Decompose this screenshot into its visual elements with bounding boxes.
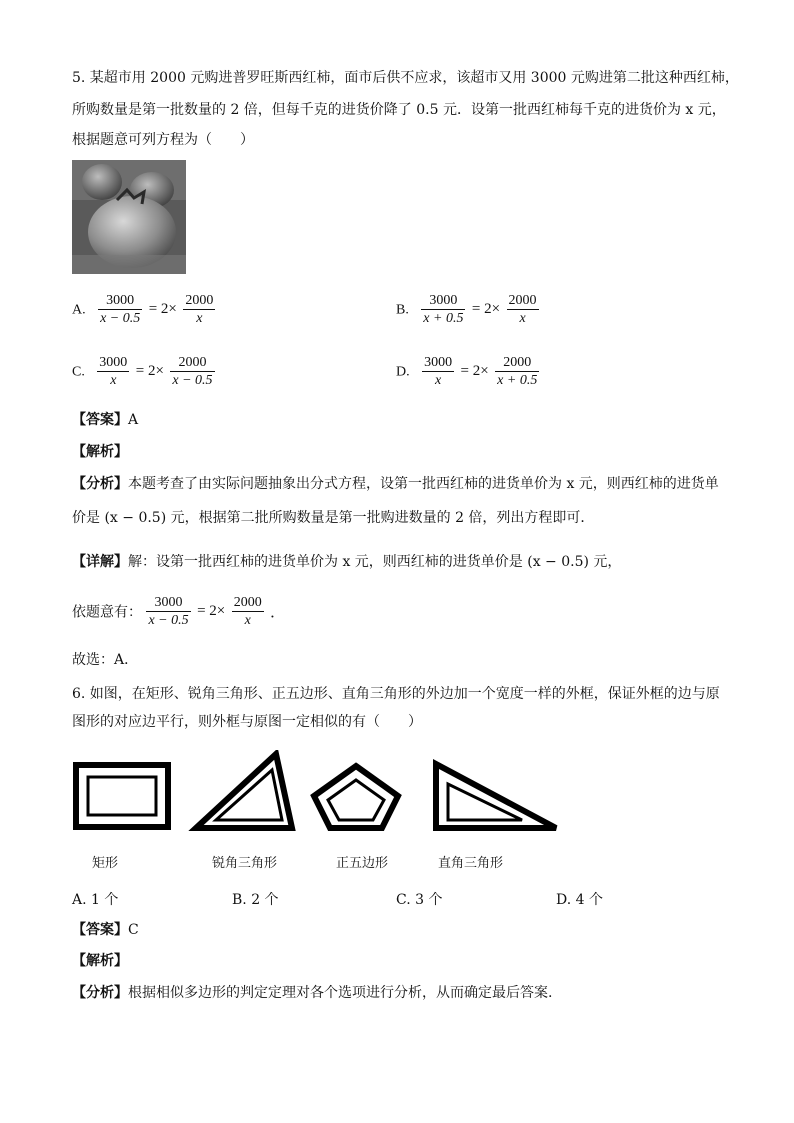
label-pentagon: 正五边形	[336, 856, 389, 871]
q5-xiangjie-line1: 【详解】解：设第一批西红柿的进货单价为 x 元，则西红柿的进货单价是 (x − 0.5) 元，	[72, 554, 622, 570]
q6-analysis-tag: 【解析】	[72, 953, 128, 969]
q6-fenxi-line1: 【分析】根据相似多边形的判定定理对各个选项进行分析，从而确定最后答案.	[72, 985, 553, 1001]
q6-text-line2: 图形的对应边平行，则外框与原图一定相似的有（ ）	[72, 714, 422, 730]
q5-answer: 【答案】A	[72, 412, 139, 428]
q6-text-line1: 6. 如图，在矩形、锐角三角形、正五边形、直角三角形的外边加一个宽度一样的外框，保证外框的边与原	[72, 686, 720, 702]
q5-text-line1: 5. 某超市用 2000 元购进普罗旺斯西红柿，面市后供不应求，该超市又用 3000 元购进第二批这种西红柿，	[72, 70, 739, 86]
q5-equation-line: 依题意有： $\frac{3000}{x - 0.5}$ = 2× $\frac{2000}{x}$ ．	[72, 595, 286, 628]
q5-option-b[interactable]: B. $\frac{3000}{x + 0.5}$ = 2× $\frac{2000}{x}$	[396, 293, 537, 326]
right-triangle-shape	[436, 764, 556, 828]
q5-option-c[interactable]: C. $\frac{3000}{x}$ = 2× $\frac{2000}{x - 0.5}$	[72, 355, 213, 388]
q6-option-b[interactable]: B. 2 个	[232, 892, 279, 908]
tomato-photo	[72, 160, 186, 274]
label-right-triangle: 直角三角形	[438, 856, 504, 871]
q5-analysis-tag: 【解析】	[72, 444, 128, 460]
q6-shapes-figure	[70, 750, 570, 840]
q5-fenxi-line1: 【分析】本题考查了由实际问题抽象出分式方程，设第一批西红柿的进货单价为 x 元，则西红柿的进货单	[72, 476, 719, 492]
q5-option-a[interactable]: A. $\frac{3000}{x - 0.5}$ = 2× $\frac{2000}{x}$	[72, 293, 214, 326]
q6-option-c[interactable]: C. 3 个	[396, 892, 443, 908]
acute-triangle-shape	[196, 754, 292, 828]
q6-option-a[interactable]: A. 1 个	[72, 892, 119, 908]
label-rectangle: 矩形	[92, 856, 119, 871]
rectangle-shape	[76, 765, 168, 827]
label-acute-triangle: 锐角三角形	[212, 856, 278, 871]
q5-conclusion: 故选：A．	[72, 652, 139, 668]
q5-text-line2: 所购数量是第一批数量的 2 倍，但每千克的进货价降了 0.5 元．设第一批西红柿每千克的进货价为 x 元，	[72, 102, 726, 118]
q5-fenxi-line2: 价是 (x − 0.5) 元，根据第二批所购数量是第一批购进数量的 2 倍，列出方程即可．	[72, 510, 595, 526]
q5-text-line3: 根据题意可列方程为（ ）	[72, 132, 254, 148]
q6-option-d[interactable]: D. 4 个	[556, 892, 603, 908]
q6-answer: 【答案】C	[72, 922, 139, 938]
pentagon-shape	[314, 766, 398, 828]
q5-option-d[interactable]: D. $\frac{3000}{x}$ = 2× $\frac{2000}{x + 0.5}$	[396, 355, 538, 388]
